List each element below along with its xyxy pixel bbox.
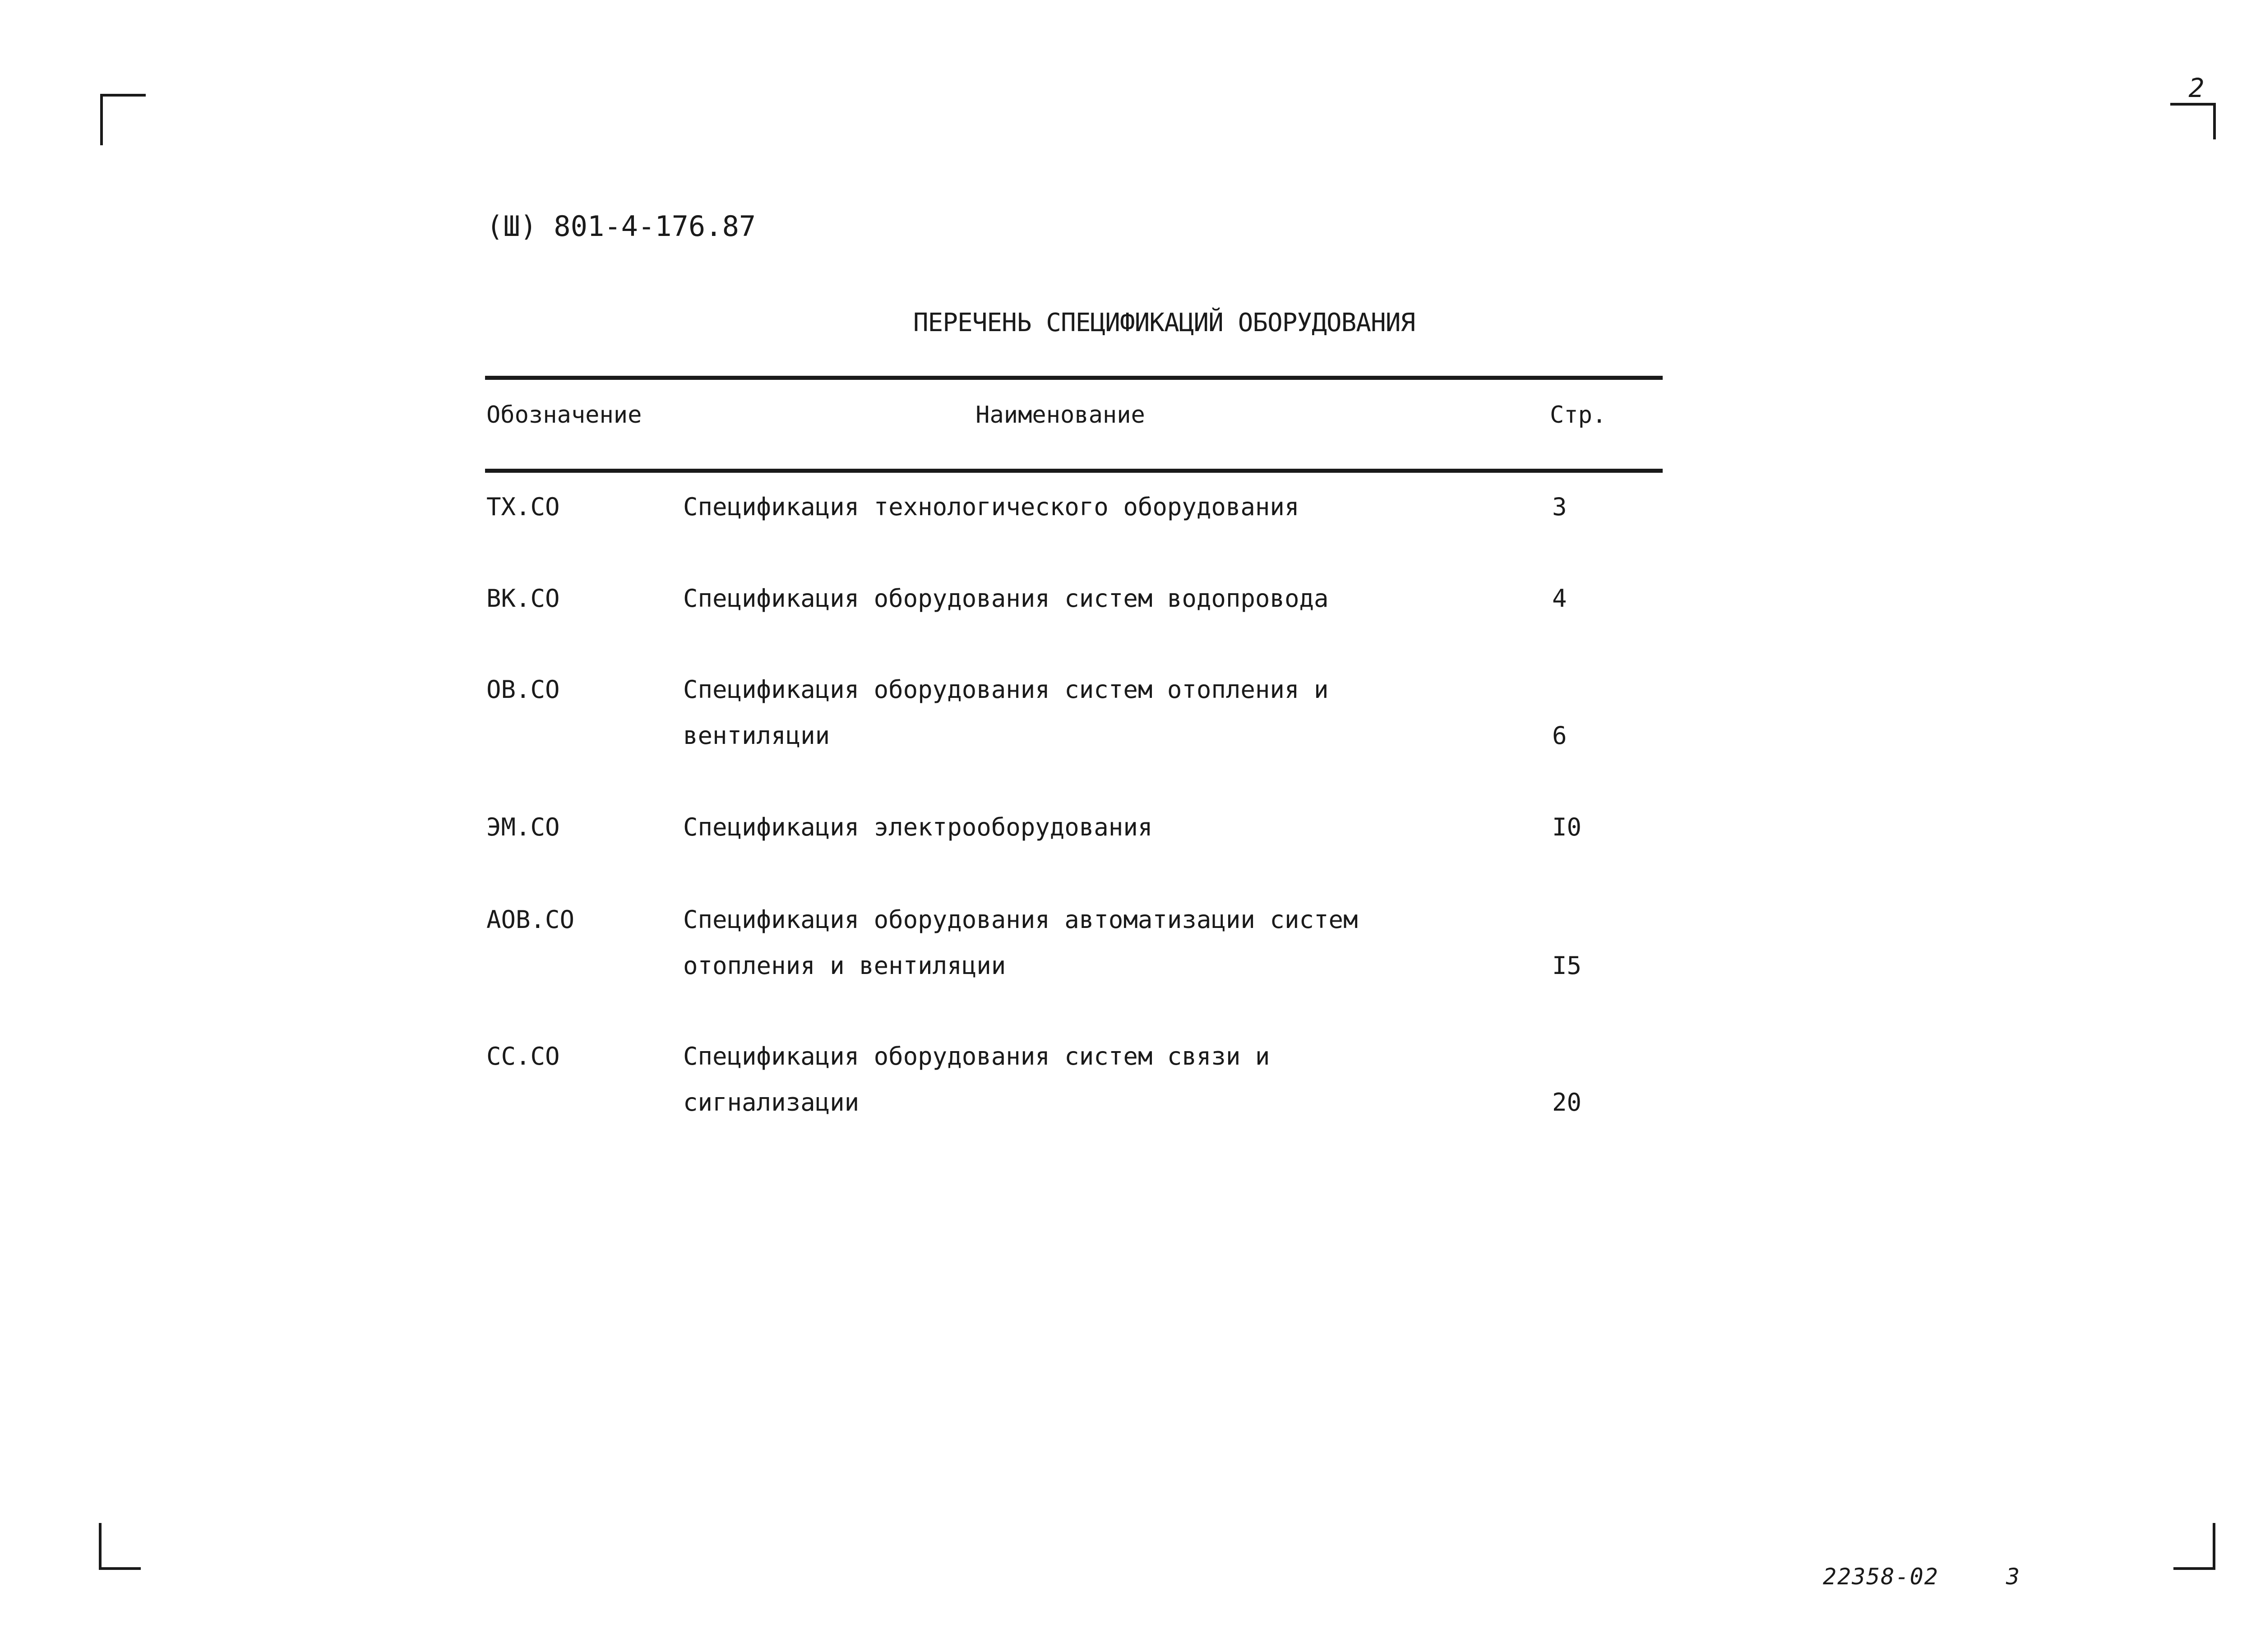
footer-document-code: 22358-02 xyxy=(1823,1564,1939,1590)
row-page: 3 xyxy=(1552,493,1567,521)
column-header-page: Стр. xyxy=(1550,401,1607,429)
row-page: I0 xyxy=(1552,813,1582,841)
row-page: 20 xyxy=(1552,1088,1582,1117)
page-title: ПЕРЕЧЕНЬ СПЕЦИФИКАЦИЙ ОБОРУДОВАНИЯ xyxy=(913,308,1415,337)
column-header-name: Наименование xyxy=(975,401,1145,429)
row-name: Спецификация технологического оборудования xyxy=(683,493,1299,521)
row-name-line-2: отопления и вентиляции xyxy=(683,951,1006,980)
row-code: ОВ.СО xyxy=(486,675,560,704)
row-name: Спецификация оборудования систем водопровода xyxy=(683,584,1329,613)
row-name-line-2: сигнализации xyxy=(683,1088,860,1117)
footer-page-number: 3 xyxy=(2006,1564,2020,1590)
column-header-code: Обозначение xyxy=(486,401,642,429)
document-code: (Ш) 801-4-176.87 xyxy=(486,210,756,243)
sheet-number: 2 xyxy=(2188,73,2205,103)
row-code: ВК.СО xyxy=(486,584,560,613)
row-page: I5 xyxy=(1552,951,1582,980)
row-name-line-1: Спецификация оборудования систем отопления и xyxy=(683,675,1329,704)
row-page: 4 xyxy=(1552,584,1567,613)
row-code: ТХ.СО xyxy=(486,493,560,521)
row-code: СС.СО xyxy=(486,1042,560,1071)
row-code: АОВ.СО xyxy=(486,905,575,934)
row-name-line-1: Спецификация оборудования автоматизации систем xyxy=(683,905,1358,934)
row-name-line-2: вентиляции xyxy=(683,721,830,750)
row-name: Спецификация электрооборудования xyxy=(683,813,1153,841)
row-page: 6 xyxy=(1552,721,1567,750)
row-name-line-1: Спецификация оборудования систем связи и xyxy=(683,1042,1270,1071)
row-code: ЭМ.СО xyxy=(486,813,560,841)
